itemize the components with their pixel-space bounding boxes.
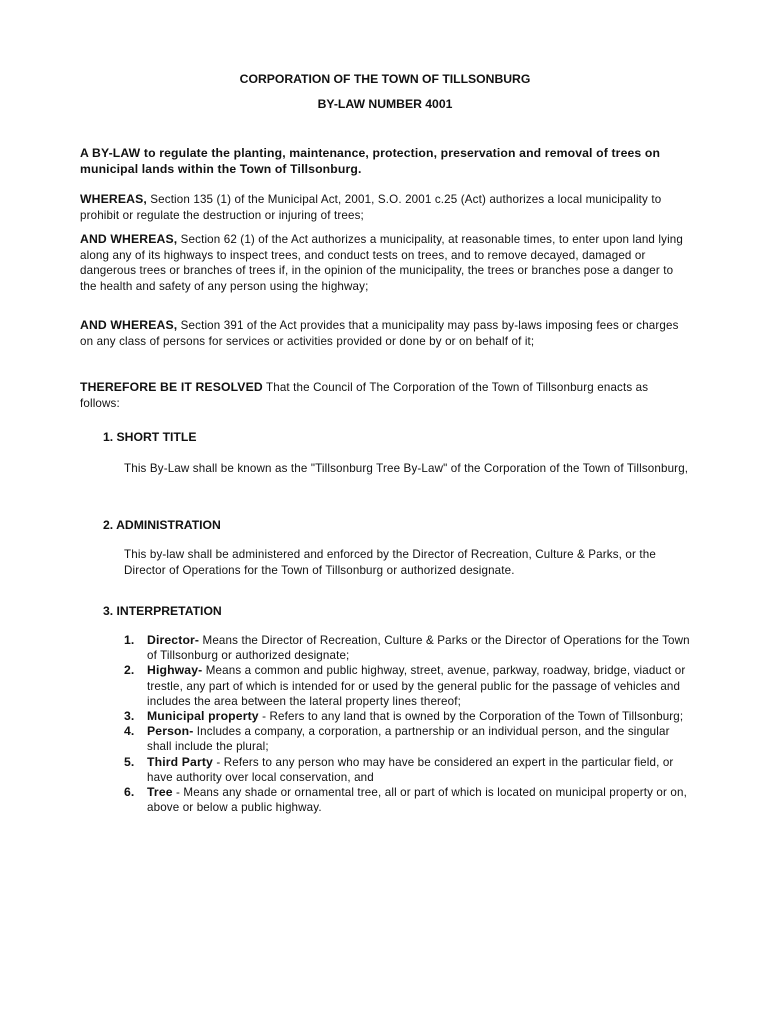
section-heading-short-title: 1. SHORT TITLE [103,430,197,444]
whereas-paragraph-2 [80,232,690,294]
whereas-lead: AND WHEREAS, [80,318,178,332]
definition-item [124,755,690,785]
therefore-lead: THEREFORE BE IT RESOLVED [80,380,263,394]
whereas-lead: AND WHEREAS, [80,232,178,246]
definitions-list [124,633,690,815]
definition-item [124,633,690,663]
whereas-paragraph-1 [80,192,690,223]
therefore-text: That the Council of The Corporation of the Town of Tillsonburg enacts as follows: [80,381,649,410]
definition-number: 4. [124,724,135,739]
therefore-paragraph [80,380,690,411]
whereas-text: Section 62 (1) of the Act authorizes a municipality, at reasonable times, to enter upon land lying along any of its highways to inspect trees, and conduct tests on trees, and to remove decayed, damaged or dangerous trees or branches of trees if, in the opinion of the municipality, the trees or branches pose a danger to the health and safety of any person using the highway; [80,233,683,293]
section-body-short-title: This By-Law shall be known as the "Tillsonburg Tree By-Law" of the Corporation of the Town of Tillsonburg, [124,462,689,475]
definition-number: 6. [124,785,135,800]
definition-item [124,709,690,724]
definition-number: 3. [124,709,135,724]
bylaw-number-heading: BY-LAW NUMBER 4001 [317,97,453,111]
section-heading-interpretation: 3. INTERPRETATION [103,604,222,618]
whereas-text: Section 135 (1) of the Municipal Act, 2001, S.O. 2001 c.25 (Act) authorizes a local municipality to prohibit or regulate the destruction or injuring of trees; [80,193,662,222]
whereas-lead: WHEREAS, [80,192,147,206]
whereas-paragraph-3 [80,318,690,349]
whereas-text: Section 391 of the Act provides that a municipality may pass by-laws imposing fees or charges on any class of persons for services or activities provided or done by or on behalf of it; [80,319,679,348]
definition-term: Third Party [147,754,213,769]
definition-term: Tree [147,785,173,800]
section-heading-administration: 2. ADMINISTRATION [103,518,221,532]
definition-item [124,724,690,754]
definition-number: 1. [124,633,135,647]
section-body-administration: This by-law shall be administered and enforced by the Director of Recreation, Culture & Parks, or the Director of Operations for the Town of Tillsonburg or authorized designate. [124,548,656,577]
definition-number: 5. [124,754,135,769]
definition-item [124,785,690,815]
bylaw-title: A BY-LAW to regulate the planting, maintenance, protection, preservation and removal of trees on municipal lands within the Town of Tillsonburg. [80,146,661,176]
definition-text: Includes a company, a corporation, a partnership or an individual person, and the singular shall include the plural; [147,725,670,754]
definition-text: - Refers to any person who may have be considered an expert in the particular field, or have authority over local conservation, and [147,755,674,784]
definition-number: 2. [124,663,135,678]
definition-term: Director- [147,633,200,647]
definition-text: Means the Director of Recreation, Culture & Parks or the Director of Operations for the Town of Tillsonburg or authorized designate; [147,634,690,663]
definition-text: - Refers to any land that is owned by the Corporation of the Town of Tillsonburg; [258,710,684,724]
definition-item [124,663,690,709]
definition-term: Municipal property [147,709,259,724]
corporation-heading: CORPORATION OF THE TOWN OF TILLSONBURG [239,72,531,86]
definition-term: Highway- [147,663,203,678]
definition-text: - Means any shade or ornamental tree, all or part of which is located on municipal property or on, above or below a public highway. [147,786,687,815]
definition-term: Person- [147,724,194,739]
definition-text: Means a common and public highway, street, avenue, parkway, roadway, bridge, viaduct or trestle, any part of which is intended for or used by the general public for the passage of vehicles and includes the area between the lateral property lines thereof; [147,664,686,708]
